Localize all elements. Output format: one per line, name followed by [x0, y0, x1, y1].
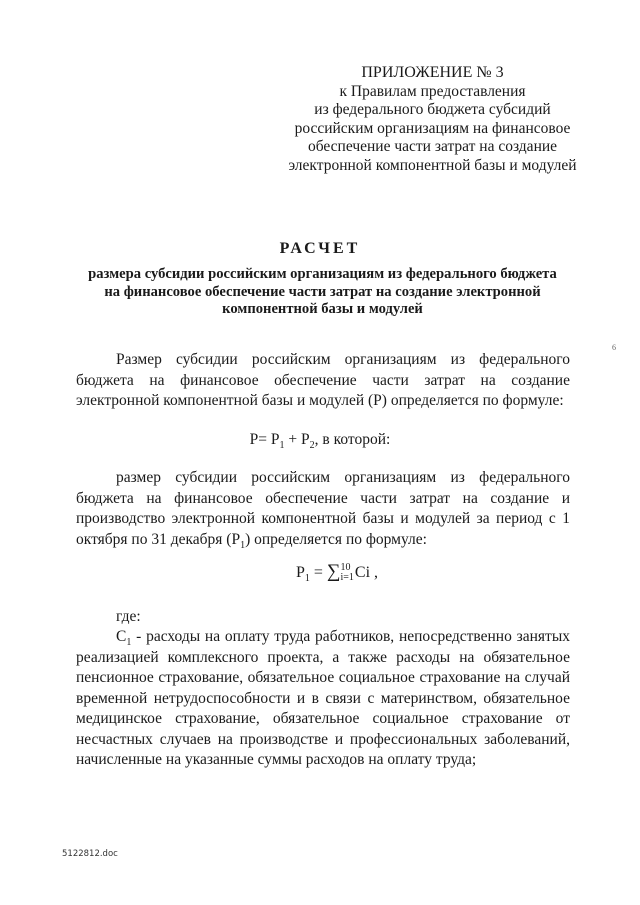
sum-limits: 10 i=1	[340, 562, 354, 584]
appendix-line: к Правилам предоставления	[339, 82, 526, 100]
footer-filename: 5122812.doc	[62, 849, 118, 859]
where-label: где:	[116, 608, 141, 625]
paragraph-c1-definition: $С_1$ - расходы на оплату труда работников, непосредственно занятых реализацией комплексного проекта, а также расходы на обязательное пенсионное страхование, обязательное социальное страхование на случай временной нетрудоспособности и в связи с материнством, обязательное медицинское страхование, обязательное социальное страхование от несчастных случаев на производстве и профессиональных заболеваний, начисленные на указанные суммы расходов на оплату труда;	[76, 628, 570, 768]
appendix-number: ПРИЛОЖЕНИЕ № 3	[361, 64, 504, 81]
sigma-symbol: ∑	[326, 561, 341, 582]
paragraph-p1-definition: размер субсидии российским организациям из федерального бюджета на финансовое обеспечение части затрат на создание и производство электронной компонентной базы и модулей за период с 1 октября по 31 декабря $(Р_1)$ определяется по формуле:	[76, 469, 570, 551]
document-subtitle	[70, 266, 575, 319]
margin-mark: 6	[612, 343, 616, 352]
paragraph-intro: Размер субсидии российским организациям из федерального бюджета на финансовое обеспечение части затрат на создание электронной компонентной базы и модулей (Р) определяется по формуле:	[76, 351, 570, 409]
appendix-line: из федерального бюджета субсидий	[314, 101, 551, 118]
appendix-line: электронной компонентной базы и модулей	[288, 156, 577, 174]
appendix-line: обеспечение части затрат на создание	[307, 138, 558, 155]
subtitle-line: на финансовое обеспечение части затрат на создание электронной	[104, 283, 541, 300]
formula-sum: $Р_1 = \sum 10$ i=1Ci ,	[296, 561, 379, 585]
appendix-line: российским организациям на финансовое	[294, 119, 571, 137]
document-title: РАСЧЕТ	[279, 240, 361, 257]
appendix-header	[260, 64, 605, 175]
subtitle-line: размера субсидии российским организациям из федерального бюджета	[88, 266, 557, 282]
subtitle-line: компонентной базы и модулей	[222, 301, 423, 317]
formula-total: $Р= Р_1 + Р_2$, в которой:	[249, 431, 391, 452]
